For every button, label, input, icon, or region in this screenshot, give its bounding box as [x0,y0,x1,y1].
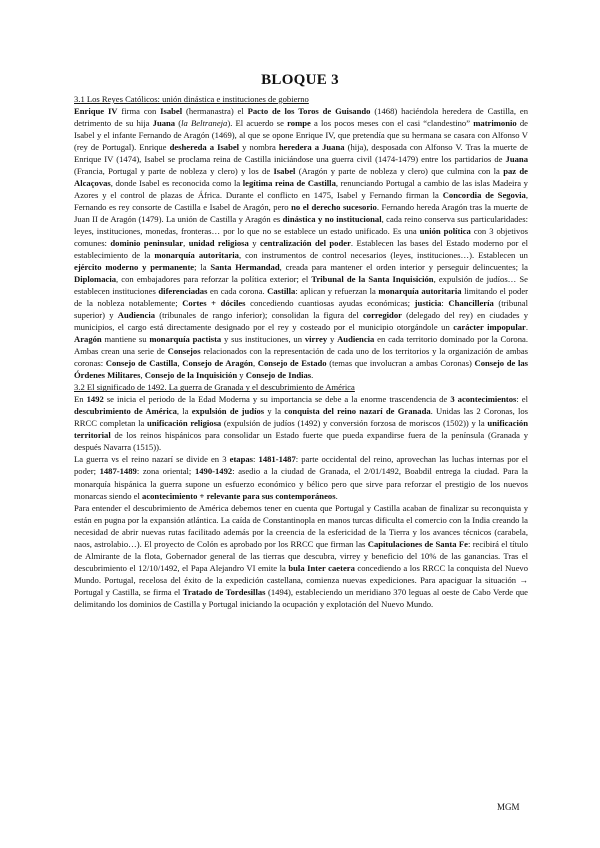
bold-term: Consejo de Castilla [105,358,178,369]
text-run: , expulsión de judíos… Se establecen instituciones [74,274,528,297]
bold-term: 1490-1492 [194,466,233,477]
text-run: : el [516,394,529,405]
bold-term: justicia [414,298,442,309]
bold-term: Juana [505,154,528,165]
bold-term: Chancillería [448,298,494,309]
text-run: . Unidas las 2 Coronas, los RRCC completan la [74,406,528,429]
bold-term: Audiencia [337,334,375,345]
text-run: en cada corona. [207,286,268,297]
bold-term: Tratado de Tordesillas [182,586,266,597]
text-run: . Fernando hereda Aragón tras la muerte de Juan II de Aragón (1479). La unión de Castilla y Aragón es [74,202,528,225]
bold-term: virrey [304,334,328,345]
text-run: (delegado del rey) en ciudades y municipios, el cargo está directamente designado por el rey y costeado por el municipio otorgándole un [74,310,528,333]
text-run: : zona oriental; [136,466,195,477]
text-run: ; la [194,262,211,273]
bold-term: carácter impopular [453,322,526,333]
text-run: y [327,334,338,345]
bold-term: Consejo de Aragón [182,358,253,369]
bold-term: Pacto de los Toros de Guisando [247,106,371,117]
text-run: , [183,238,189,249]
bold-term: unidad religiosa [188,238,249,249]
bold-term: Santa Hermandad [210,262,280,273]
bold-term: Audiencia [117,310,156,321]
bold-term: dinástica y no institucional [282,214,382,225]
bold-term: Tribunal de la Santa Inquisición [311,274,434,285]
text-run: concediendo cuantiosas ayudas económicas; [245,298,415,309]
text-run: ). El acuerdo se [227,118,288,129]
bold-term: legítima reina de Castilla [242,178,336,189]
bold-term: unificación territorial [74,418,529,441]
text-run: en cada territorio dominado por la Corona. Ambas crean una serie de [74,334,528,357]
bold-term: Consejo de la Inquisición [144,370,238,381]
text-run: concediendo a los RRCC la conquista del Nuevo Mundo. Portugal, recelosa del éxito de la expedición castellana, comienza nuevas expediciones. Para apaciguar la situación → Portugal y Castilla, se firma el [74,562,528,597]
text-run: , con embajadores para reforzar la política exterior; el [116,274,312,285]
section-heading: 3.2 El significado de 1492. La guerra de Granada y el descubrimiento de América [74,382,355,393]
bold-term: Consejo de Estado [257,358,327,369]
bold-term: 1487-1489 [99,466,137,477]
text-run: y nombra [239,142,279,153]
bold-term: Castilla [267,286,296,297]
document-title: BLOQUE 3 [261,72,339,88]
text-run: La guerra vs el reino nazarí se divide en 3 [74,454,230,465]
bold-term: Consejo de las Órdenes Militares [74,358,529,381]
bold-term: dominio peninsular [110,238,184,249]
text-run: , creada para mantener el orden interior y perseguir delincuentes; la [279,262,529,273]
text-run: . [335,490,338,501]
text-run: : asedio a la ciudad de Granada, el 2/01/1492, Boabdil entrega la ciudad. Para la monarquía hispánica la guerra supone un esfuerzo económico y bélico pero que sirve para reforzar el prestigio de los nuevos monarcas siendo el [74,466,528,501]
bold-term: 3 acontecimientos [450,394,517,405]
bold-term: 1481-1487 [258,454,296,465]
document-body [74,93,528,610]
text-run: (Aragón y parte de nobleza y clero) que culmina con la [295,166,504,177]
bold-term: ejército moderno y permanente [74,262,195,273]
text-run: Para entender el descubrimiento de América debemos tener en cuenta que Portugal y Castilla acaban de finalizar su reconquista y están en pugna por la expansión atlántica. La caída de Constantinopla en manos turcas dificulta el comercio con la India creando la necesidad de abrir nuevas rutas facilitado además por la creencia de la esfericidad de la Tierra y los avances técnicos (carabela, naos, astrolabio…). El proyecto de Colón es aprobado por los RRCC que firman las [74,502,528,549]
paragraph [74,393,528,453]
bold-term: Concordia de Segovia [442,190,526,201]
text-run: de Isabel y el infante Fernando de Aragón (1469), al que se opone Enrique IV, que pretendía que su hermana se casara con Alfonso V (rey de Portugal). Enrique [74,118,528,153]
bold-term: rompe [287,118,311,129]
text-run: , Fernando es rey consorte de Castilla e Isabel de Aragón, pero [74,190,528,213]
bold-term: 1492 [86,394,104,405]
section-heading: 3.1 Los Reyes Católicos: unión dinástica e instituciones de gobierno [74,94,309,104]
paragraph [74,453,528,501]
text-run: , cada reino conserva sus particularidades: leyes, instituciones, monedas, fronteras… por lo que no se establece un estado unificado. Es una [74,214,528,237]
paragraph [74,502,528,610]
text-run: , renunciando Portugal a cambio de las islas Madeira y Azores y el control de plazas de África. Durante el conflicto en 1475, Isabel y Fernando firman la [74,178,528,201]
text-run: y [237,370,246,381]
text-run: : [441,298,449,309]
text-run: (Francia, Portugal y parte de nobleza y clero) y los de [74,166,274,177]
text-run: En [74,394,87,405]
bold-term: bula Inter caetera [288,562,355,573]
text-run: (tribunal superior) y [74,298,528,321]
text-run: : recibirá el título de Almirante de la flota, Gobernador general de las tierras que descubra, virrey y beneficio del 10% de las ganancias. Tras el descubrimiento el 12/10/1492, el Papa Alejandro VI emite la [74,538,529,573]
text-run: (tribunales de rango inferior); consolidan la figura del [155,310,363,321]
bold-term: heredera a Juana [278,142,345,153]
bold-term: monarquía pactista [149,334,222,345]
text-run: (1494), estableciendo un meridiano 370 leguas al oeste de Cabo Verde que delimitando los dominios de Castilla y Portugal iniciando la ocupación y explotación del Nuevo Mundo. [74,586,528,609]
bold-term: Aragón [74,334,102,345]
text-run: relacionados con la representación de cada uno de los territorios y la organización de ambas coronas: [74,346,528,369]
bold-term: Juana [152,118,176,129]
text-run: : aplican y refuerzan la [295,286,379,297]
bold-term: paz de Alcaçovas [74,166,528,189]
bold-term: Isabel [160,106,183,117]
text-run: (expulsión de judíos (1492) y conversión forzosa de moriscos (1502)) y la [221,418,488,429]
bold-term: Isabel [273,166,296,177]
bold-term: monarquía autoritaria [154,250,239,261]
bold-term: unificación religiosa [147,418,222,429]
text-run: . Establecen las bases del Estado moderno por el establecimiento de la [74,238,529,261]
text-run: mantiene su [101,334,150,345]
text-run: , donde Isabel es reconocida como la [110,178,243,189]
text-run: y [248,238,260,249]
text-run: y sus instituciones, un [221,334,305,345]
text-run: (1468) haciéndola heredera de Castilla, en detrimento de su hija [74,106,528,129]
bold-term: no el derecho sucesorio [291,202,377,213]
bold-term: Consejos [167,346,201,357]
paragraph [74,105,528,381]
bold-term: conquista del reino nazarí de Granada [284,406,431,417]
text-run: : [253,454,259,465]
bold-term: Enrique IV [74,106,118,117]
bold-term: matrimonio [473,118,517,129]
bold-term: acontecimiento + relevante para sus contemporáneos [142,490,336,501]
text-run: con 3 objetivos comunes: [74,226,528,249]
bold-term: monarquía autoritaria [378,286,462,297]
text-run: firma con [117,106,161,117]
text-run: ( [175,118,182,129]
bold-term: Cortes + dóciles [182,298,246,309]
text-run: , [252,358,258,369]
bold-term: etapas [229,454,254,465]
text-run: , la [176,406,192,417]
bold-term: descubrimiento de América [74,406,177,417]
bold-term: corregidor [362,310,402,321]
text-run: (temas que involucran a ambas Coronas) [326,358,475,369]
text-run: . [311,370,314,381]
text-run: . [525,322,528,333]
text-run: , [140,370,145,381]
text-run: : parte occidental del reino, aprovechan las luchas internas por el poder; [74,454,528,477]
bold-term: Diplomacia [74,274,117,285]
text-run: a los pocos meses con el casi “clandestino” [310,118,474,129]
text-run: limitando el poder de la nobleza notablemente; [74,286,528,309]
bold-term: expulsión de judíos [191,406,265,417]
bold-term: deshereda a Isabel [169,142,240,153]
text-run: (hija), desposada con Alfonso V. Tras la muerte de Enrique IV (1474), Isabel se proclama reina de Castilla iniciándose una guerra civil (1474-1479) entre los partidarios de [74,142,528,165]
bold-term: diferenciadas [158,286,208,297]
bold-term: centralización del poder [260,238,351,249]
italic-term: la Beltraneja [181,118,228,129]
footer-initials: MGM [497,802,520,812]
bold-term: Capitulaciones de Santa Fe [367,538,468,549]
text-run: de los reinos hispánicos para consolidar un Estado fuerte que pueda expandirse fuera de la península (Granada y después Navarra (1515)). [74,430,528,453]
text-run: , [177,358,183,369]
text-run: se inicia el periodo de la Edad Moderna y su importancia se debe a la enorme trascendencia de [103,394,451,405]
text-run: y la [264,406,285,417]
text-run: (hermanastra) el [182,106,248,117]
text-run: , con instrumentos de control necesarios (leyes, instituciones…). Establecen un [238,250,528,261]
bold-term: unión política [419,226,471,237]
bold-term: Consejo de Indias [245,370,312,381]
